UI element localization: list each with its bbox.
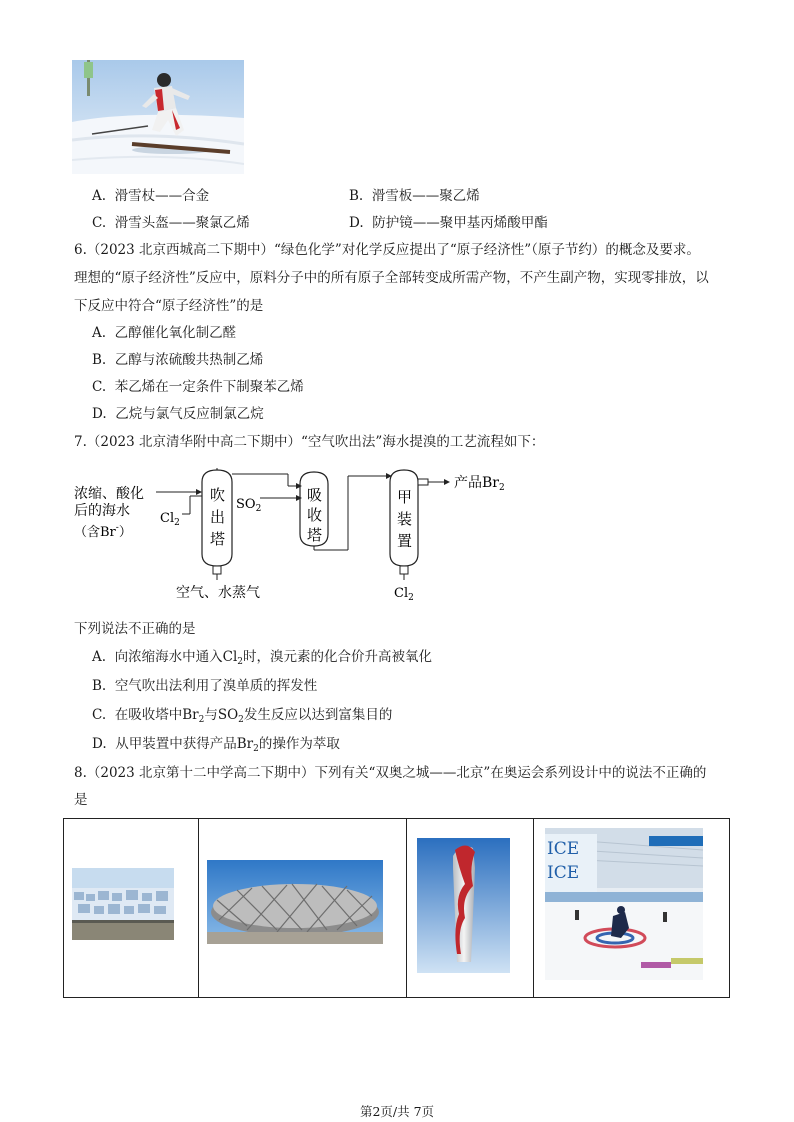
svg-text:ICE: ICE (547, 839, 580, 859)
q7-stem: 7.（2023 北京清华附中高二下期中）“空气吹出法”海水提溴的工艺流程如下： (74, 434, 545, 450)
q7-question: 下列说法不正确的是 (74, 621, 196, 637)
water-cube-photo (72, 868, 174, 940)
q6-stem-line-3: 下反应中符合“原子经济性”的是 (74, 298, 264, 314)
svg-text:塔: 塔 (210, 530, 226, 548)
q5-option-c: C. 滑雪头盔——聚氯乙烯 (92, 215, 250, 231)
q5-option-b: B. 滑雪板——聚乙烯 (349, 188, 480, 204)
birds-nest-photo (207, 860, 383, 944)
q5-option-a: A. 滑雪杖——合金 (92, 188, 210, 204)
q8-stem-line-1: 8.（2023 北京第十二中学高二下期中）下列有关“双奥之城——北京”在奥运会系列设计中的说法不正确的 (74, 765, 707, 781)
q6-option-c: C. 苯乙烯在一定条件下制聚苯乙烯 (92, 379, 304, 395)
svg-text:ICE: ICE (547, 863, 580, 883)
svg-text:出: 出 (210, 508, 226, 526)
svg-text:收: 收 (307, 506, 323, 524)
svg-text:装: 装 (397, 510, 413, 528)
svg-text:塔: 塔 (307, 526, 323, 544)
olympic-torch-photo (417, 838, 510, 973)
q6-option-d: D. 乙烷与氯气反应制氯乙烷 (92, 406, 264, 422)
cl2-bottom-label: $Cl_2$ (394, 586, 414, 603)
q5-option-d: D. 防护镜——聚甲基丙烯酸甲酯 (349, 215, 548, 231)
skier-photo (72, 60, 244, 174)
cl2-left-label: $Cl_2$ (160, 511, 180, 528)
blow-out-tower (202, 470, 232, 580)
feed-label-line3: （含Br-） (74, 523, 132, 540)
q7-option-d: D. 从甲装置中获得产品$Br_2$的操作为萃取 (92, 736, 340, 754)
page-footer: 第2页/共 7页 (359, 1104, 435, 1119)
product-br2-label: 产品$Br_2$ (454, 475, 505, 493)
q7-option-b: B. 空气吹出法利用了溴单质的挥发性 (92, 678, 318, 694)
q7-option-c: C. 在吸收塔中$Br_2$与$SO_2$发生反应以达到富集目的 (92, 707, 393, 725)
air-steam-label: 空气、水蒸气 (176, 585, 260, 601)
q7-option-a: A. 向浓缩海水中通入$Cl_2$时，溴元素的化合价升高被氧化 (92, 649, 433, 667)
ice-sports-center-photo (545, 828, 703, 980)
svg-text:置: 置 (397, 532, 413, 550)
q6-stem-line-2: 理想的“原子经济性”反应中，原料分子中的所有原子全部转变成所需产物，不产生副产物，实现零排放，以 (74, 270, 709, 286)
q6-option-a: A. 乙醇催化氧化制乙醛 (92, 325, 237, 341)
feed-label-line2: 后的海水 (74, 503, 130, 519)
svg-text:吹: 吹 (210, 486, 226, 504)
so2-label: $SO_2$ (236, 497, 262, 514)
q8-stem-line-2: 是 (74, 792, 88, 808)
bromine-process-diagram (72, 462, 542, 604)
absorption-tower (300, 472, 328, 546)
svg-text:甲: 甲 (397, 488, 413, 506)
feed-label-line1: 浓缩、酸化 (74, 486, 144, 502)
svg-text:吸: 吸 (307, 486, 323, 504)
q6-option-b: B. 乙醇与浓硫酸共热制乙烯 (92, 352, 264, 368)
q6-stem-line-1: 6.（2023 北京西城高二下期中）“绿色化学”对化学反应提出了“原子经济性”（原子节约）的概念及要求。 (74, 242, 700, 258)
device-jia (390, 470, 418, 580)
